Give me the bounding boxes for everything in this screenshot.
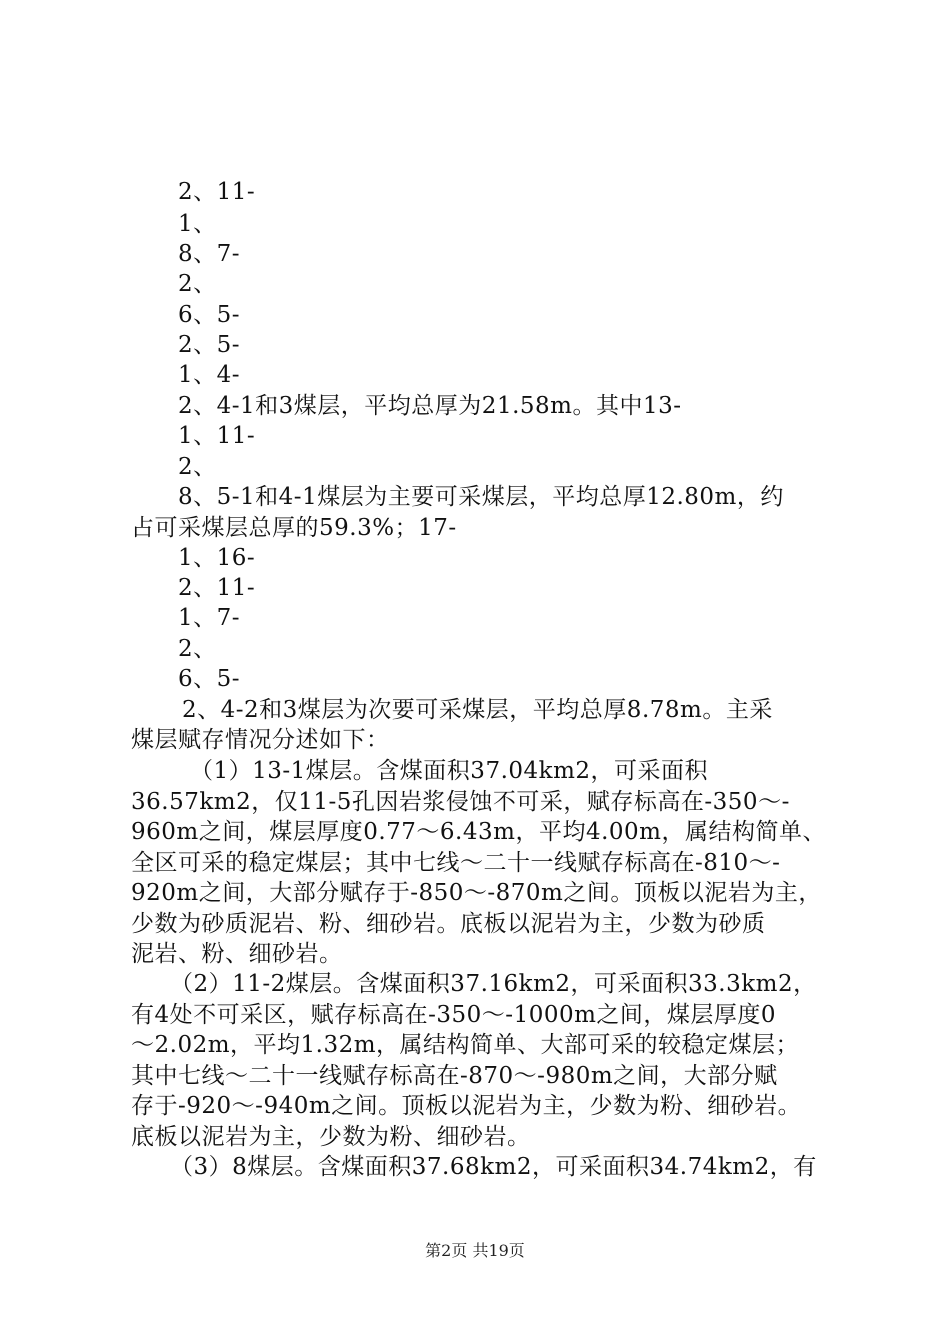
text-line: 6、5-	[178, 666, 241, 692]
text-line: 2、	[178, 271, 217, 297]
text-line: 少数为砂质泥岩、粉、细砂岩。底板以泥岩为主，少数为砂质	[131, 911, 766, 937]
text-line: 2、11-	[178, 179, 256, 205]
paragraph-heading: （2）11-2煤层。含煤面积37.16km2，可采面积33.3km2，	[170, 971, 817, 997]
text-line: 2、5-	[178, 332, 241, 358]
text-line: 960m之间，煤层厚度0.77～6.43m，平均4.00m，属结构简单、	[131, 819, 826, 845]
text-line: 2、11-	[178, 575, 256, 601]
text-line: 8、7-	[178, 241, 241, 267]
text-line: 1、7-	[178, 605, 241, 631]
text-line: 其中七线～二十一线赋存标高在-870～-980m之间，大部分赋	[131, 1063, 778, 1089]
text-line: 36.57km2，仅11-5孔因岩浆侵蚀不可采，赋存标高在-350～-	[131, 789, 790, 815]
text-line: 1、4-	[178, 362, 241, 388]
text-line: 1、	[178, 211, 217, 237]
text-line: 2、	[178, 636, 217, 662]
text-line: 2、4-2和3煤层为次要可采煤层，平均总厚8.78m。主采	[182, 697, 773, 723]
text-line: 8、5-1和4-1煤层为主要可采煤层，平均总厚12.80m，约	[178, 484, 784, 510]
text-line: 煤层赋存情况分述如下：	[131, 727, 390, 753]
text-line: 全区可采的稳定煤层；其中七线～二十一线赋存标高在-810～-	[131, 850, 781, 876]
text-line: 2、4-1和3煤层，平均总厚为21.58m。其中13-	[178, 393, 682, 419]
text-line: 1、11-	[178, 423, 256, 449]
text-line: 6、5-	[178, 302, 241, 328]
text-line: 2、	[178, 454, 217, 480]
paragraph-heading: （3）8煤层。含煤面积37.68km2，可采面积34.74km2，有	[170, 1154, 817, 1180]
text-line: ～2.02m，平均1.32m，属结构简单、大部可采的较稳定煤层；	[131, 1032, 800, 1058]
text-line: 1、16-	[178, 545, 256, 571]
paragraph-heading: （1）13-1煤层。含煤面积37.04km2，可采面积	[190, 758, 709, 784]
text-line: 底板以泥岩为主，少数为粉、细砂岩。	[131, 1124, 531, 1150]
text-line: 泥岩、粉、细砂岩。	[131, 941, 343, 967]
text-line: 有4处不可采区，赋存标高在-350～-1000m之间，煤层厚度0	[131, 1002, 777, 1028]
text-line: 存于-920～-940m之间。顶板以泥岩为主，少数为粉、细砂岩。	[131, 1093, 802, 1119]
text-line: 920m之间，大部分赋存于-850～-870m之间。顶板以泥岩为主，	[131, 880, 822, 906]
page-number-footer: 第2页 共19页	[425, 1241, 525, 1260]
text-line: 占可采煤层总厚的59.3%；17-	[131, 515, 457, 541]
